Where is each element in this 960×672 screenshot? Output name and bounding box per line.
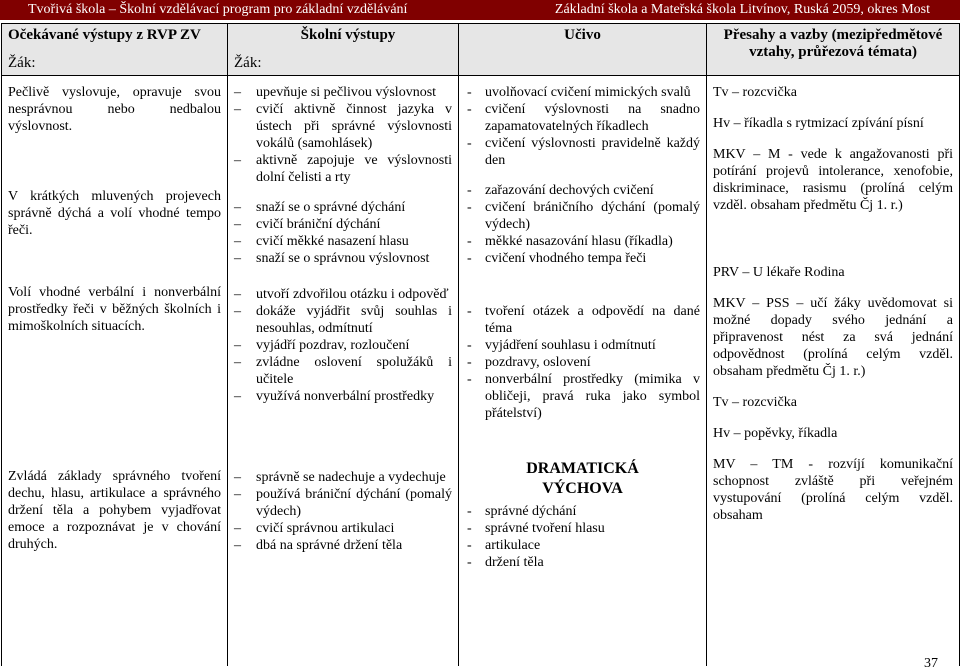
table-body-row [2,76,960,667]
list-item: - tvoření otázek a odpovědí na dané téma [465,303,700,337]
expected-output-2: V krátkých mluvených projevech správně dýchá a volí vhodné tempo řeči. [8,189,221,238]
list-item: – cvičí brániční dýchání [234,216,452,233]
list-item: - držení těla [465,554,700,571]
school-outputs-group-3 [234,286,452,405]
list-item: - artikulace [465,537,700,554]
curriculum-group-3 [465,303,700,422]
running-header [0,0,960,20]
list-item: – cvičí aktivně činnost jazyka v ústech při správné výslovnosti vokálů (samohlásek) [234,101,452,152]
list-item: – vyjádří pozdrav, rozloučení [234,337,452,354]
list-item: - cvičení výslovnosti na snadno zapamatovatelných říkadlech [465,101,700,135]
list-item: – využívá nonverbální prostředky [234,388,452,405]
list-item: - vyjádření souhlasu i odmítnutí [465,337,700,354]
cross-curricular-6: Tv – rozcvička [713,395,797,410]
list-item: – cvičí měkké nasazení hlasu [234,233,452,250]
col1-subtitle: Žák: [8,55,36,71]
col1-header [2,24,228,76]
header-left-text: Tvořivá škola – Školní vzdělávací program pro základní vzdělávání [28,2,408,17]
col3-title: Učivo [564,27,601,43]
school-outputs-group-2 [234,199,452,267]
header-right-text: Základní škola a Mateřská škola Litvínov, Ruská 2059, okres Most [554,2,930,17]
col1-cell [2,76,228,667]
expected-output-1: Pečlivě vyslovuje, opravuje svou nesprávnou nebo nedbalou výslovnost. [8,85,221,134]
list-item: – dbá na správné držení těla [234,537,452,554]
list-item: - měkké nasazování hlasu (říkadla) [465,233,700,250]
list-item: - nonverbální prostředky (mimika v obličeji, pravá ruka jako symbol přátelství) [465,371,700,422]
list-item: – cvičí správnou artikulaci [234,520,452,537]
table-header-row [2,24,960,76]
school-outputs-group-1 [234,84,452,186]
school-outputs-group-4 [234,469,452,554]
list-item: – aktivně zapojuje ve výslovnosti dolní čelisti a rty [234,152,452,186]
col4-header [707,24,960,76]
list-item: – používá brániční dýchání (pomalý výdech) [234,486,452,520]
col1-title: Očekávané výstupy z RVP ZV [8,27,201,43]
list-item: - pozdravy, oslovení [465,354,700,371]
col2-subtitle: Žák: [234,55,262,71]
cross-curricular-2: Hv – říkadla s rytmizací zpívání písní [713,116,924,131]
list-item: – upevňuje si pečlivou výslovnost [234,84,452,101]
col4-title: Přesahy a vazby (mezipředmětové vztahy, průřezová témata) [723,27,943,60]
drama-education-heading: DRAMATICKÁ VÝCHOVA [526,460,639,497]
curriculum-table [1,23,960,666]
curriculum-group-2 [465,182,700,267]
col3-header [459,24,707,76]
col2-title: Školní výstupy [300,27,396,43]
col4-cell [707,76,960,667]
col2-header [228,24,459,76]
cross-curricular-7: Hv – popěvky, říkadla [713,426,838,441]
page-number: 37 [924,656,938,671]
list-item: - zařazování dechových cvičení [465,182,700,199]
expected-output-3: Volí vhodné verbální i nonverbální prostředky řeči v běžných školních i mimoškolních situacích. [8,285,221,334]
list-item: - správné dýchání [465,503,700,520]
col3-cell [459,76,707,667]
cross-curricular-3: MKV – M - vede k angažovanosti při potírání projevů intolerance, xenofobie, diskriminace, rasismu (prolíná celým vzděl. obsaham předmětu Čj 1. r.) [713,147,953,213]
list-item: - cvičení výslovnosti pravidelně každý den [465,135,700,169]
list-item: - cvičení bráničního dýchání (pomalý výdech) [465,199,700,233]
list-item: – snaží se o správné dýchání [234,199,452,216]
list-item: – zvládne oslovení spolužáků i učitele [234,354,452,388]
list-item: - uvolňovací cvičení mimických svalů [465,84,700,101]
cross-curricular-1: Tv – rozcvička [713,85,797,100]
cross-curricular-8: MV – TM - rozvíjí komunikační schopnost zvláště při veřejném vystupování (prolíná celým vzděl. obsaham [713,457,953,523]
cross-curricular-4: PRV – U lékaře Rodina [713,265,845,280]
list-item: - správné tvoření hlasu [465,520,700,537]
col2-cell [228,76,459,667]
list-item: – správně se nadechuje a vydechuje [234,469,452,486]
list-item: - cvičení vhodného tempa řeči [465,250,700,267]
list-item: – snaží se o správnou výslovnost [234,250,452,267]
cross-curricular-5: MKV – PSS – učí žáky uvědomovat si možné dopady svého jednání a připravenost nést za svá jednání odpovědnost (prolíná celým vzděl. obsaham předmětu Čj 1. r.) [713,296,953,379]
curriculum-group-4 [465,503,700,571]
curriculum-group-1 [465,84,700,169]
expected-output-4: Zvládá základy správného tvoření dechu, hlasu, artikulace a správného držení těla a pohybem vyjadřovat emoce a rozpoznávat je v chování druhých. [8,469,221,552]
list-item: – dokáže vyjádřit svůj souhlas i nesouhlas, odmítnutí [234,303,452,337]
list-item: – utvoří zdvořilou otázku i odpověď [234,286,452,303]
